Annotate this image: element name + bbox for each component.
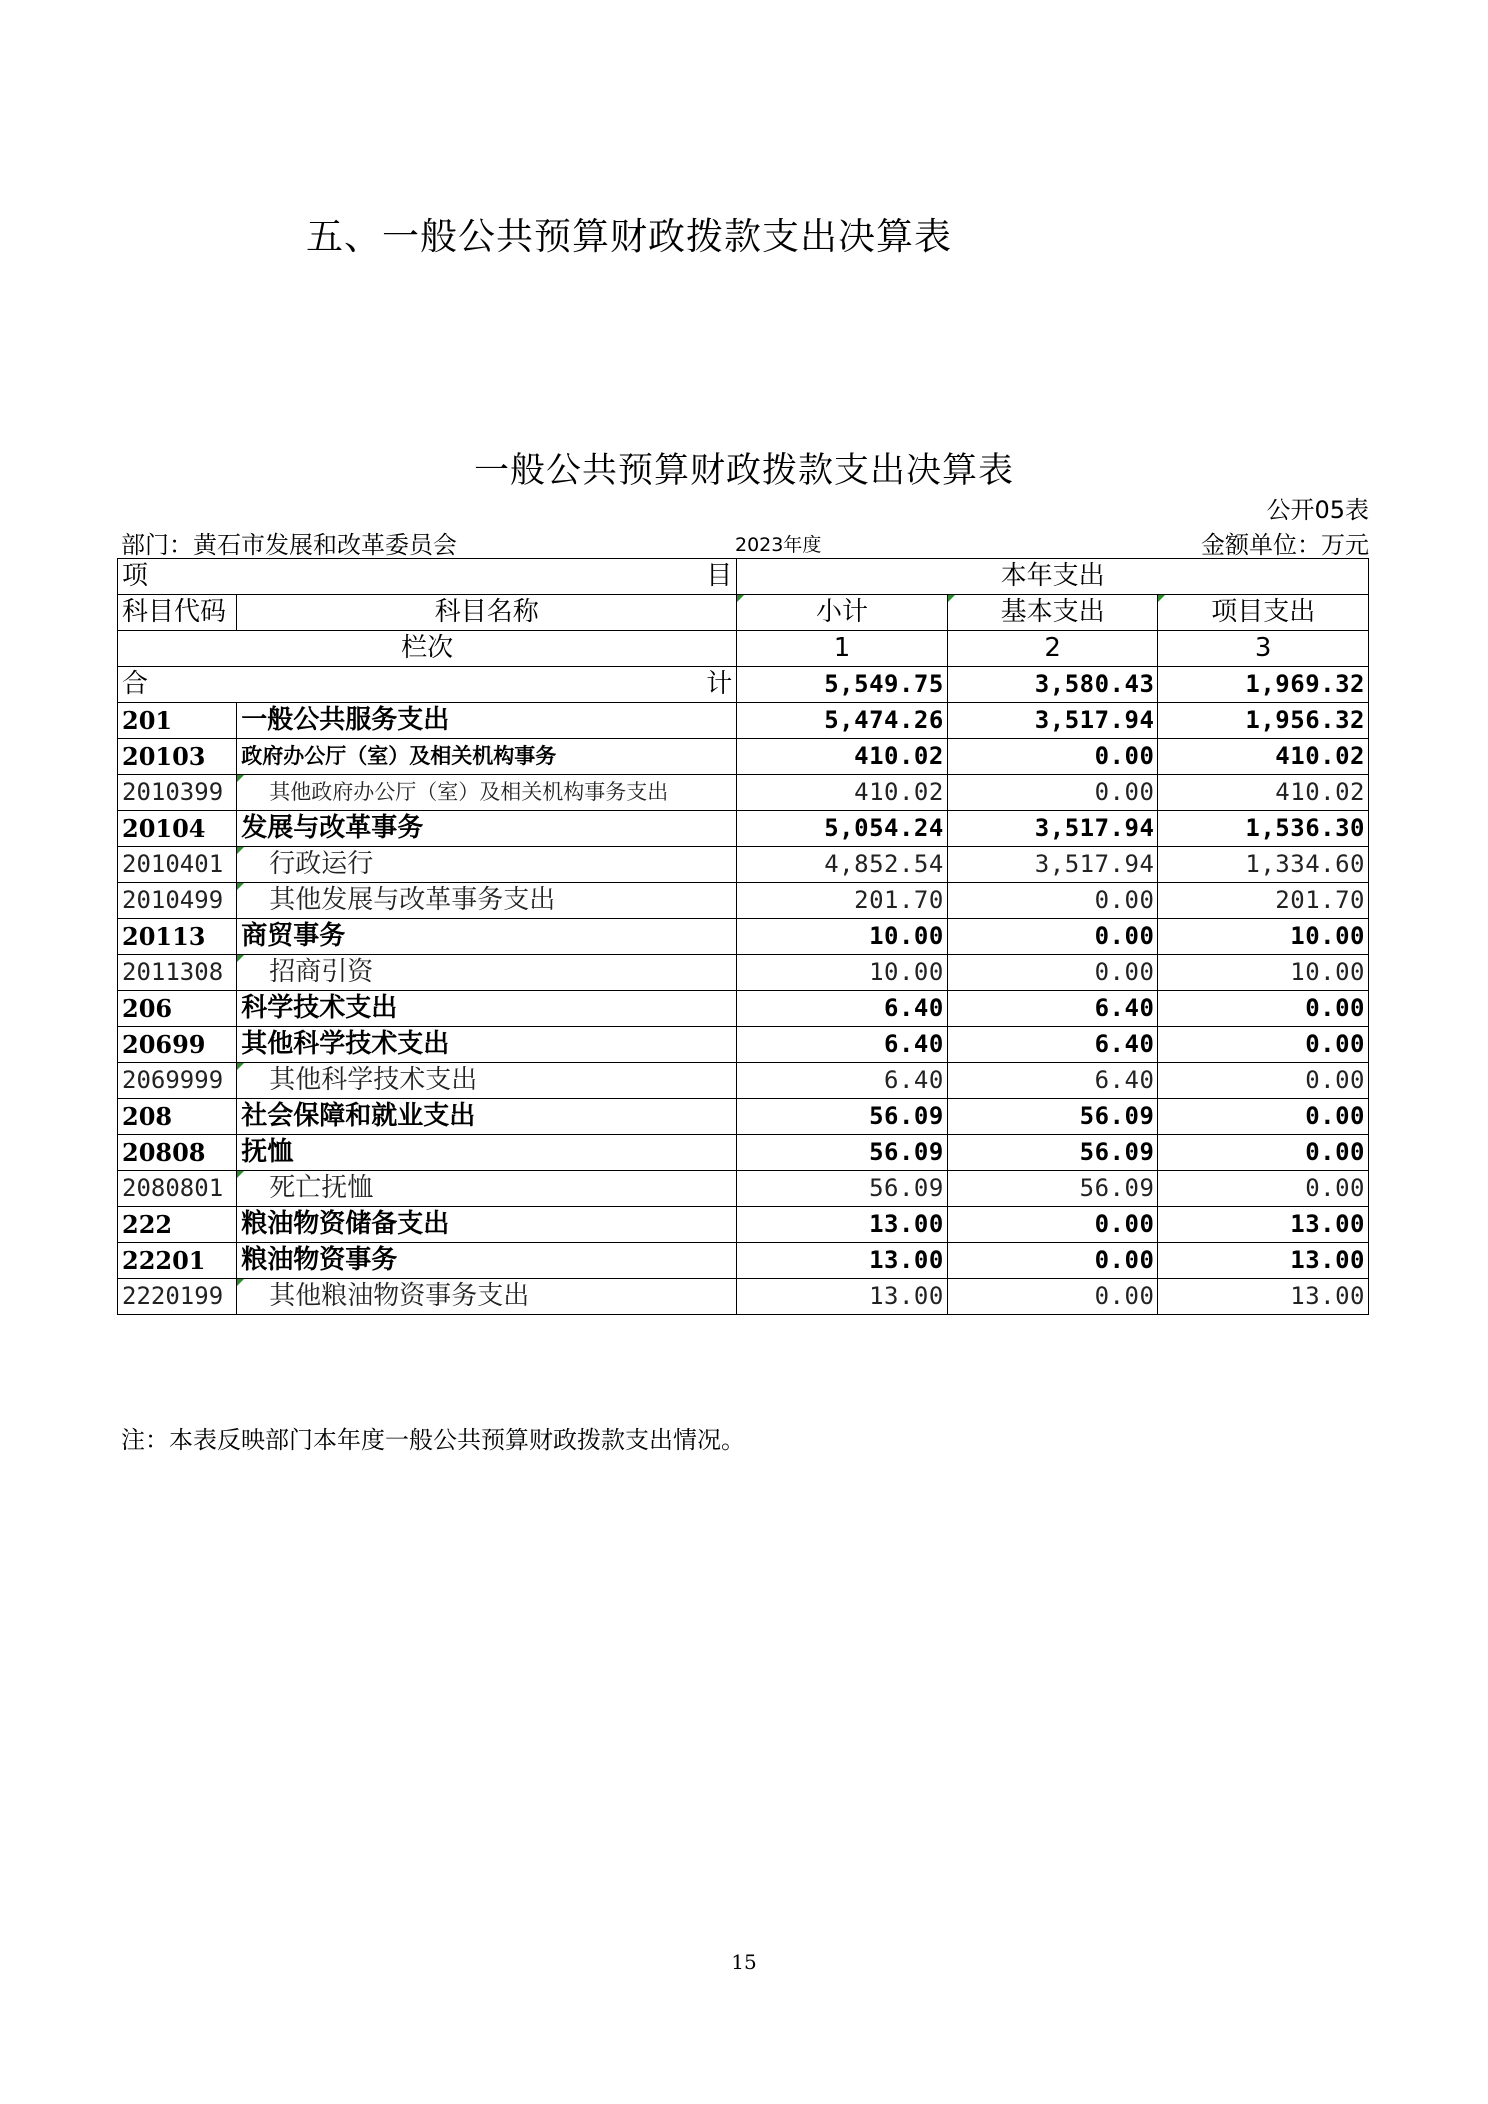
- row-code: 2010401: [118, 847, 237, 883]
- header-item-right: 目: [706, 561, 733, 591]
- row-basic: 56.09: [947, 1135, 1158, 1171]
- row-basic: 3,517.94: [947, 847, 1158, 883]
- row-subtotal: 410.02: [737, 775, 948, 811]
- row-code: 20103: [118, 739, 237, 775]
- row-name: 政府办公厅（室）及相关机构事务: [237, 739, 737, 775]
- row-subtotal: 56.09: [737, 1099, 948, 1135]
- row-code: 20113: [118, 919, 237, 955]
- header-code: 科目代码: [118, 595, 237, 631]
- row-basic: 0.00: [947, 883, 1158, 919]
- table-row: [118, 1027, 1369, 1063]
- col-number-2: 2: [947, 631, 1158, 667]
- row-name: 其他粮油物资事务支出: [237, 1279, 737, 1315]
- row-name: 商贸事务: [237, 919, 737, 955]
- table-title: 一般公共预算财政拨款支出决算表: [473, 451, 1014, 491]
- row-subtotal: 6.40: [737, 1063, 948, 1099]
- row-basic: 3,517.94: [947, 703, 1158, 739]
- header-annual: 本年支出: [737, 559, 1369, 595]
- row-project: 1,334.60: [1158, 847, 1369, 883]
- row-subtotal: 6.40: [737, 1027, 948, 1063]
- row-subtotal: 5,474.26: [737, 703, 948, 739]
- col-number-3: 3: [1158, 631, 1369, 667]
- row-code: 2080801: [118, 1171, 237, 1207]
- row-project: 410.02: [1158, 775, 1369, 811]
- table-row: [118, 1063, 1369, 1099]
- row-project: 13.00: [1158, 1243, 1369, 1279]
- row-code: 20104: [118, 811, 237, 847]
- row-basic: 0.00: [947, 1207, 1158, 1243]
- row-name: 科学技术支出: [237, 991, 737, 1027]
- row-project: 0.00: [1158, 1063, 1369, 1099]
- row-code: 2011308: [118, 955, 237, 991]
- table-row: [118, 703, 1369, 739]
- fiscal-year: 2023年度: [735, 534, 822, 556]
- row-name: 发展与改革事务: [237, 811, 737, 847]
- row-name: 其他政府办公厅（室）及相关机构事务支出: [237, 775, 737, 811]
- row-name: 其他科学技术支出: [237, 1063, 737, 1099]
- header-item-left: 项: [122, 561, 149, 591]
- row-project: 13.00: [1158, 1279, 1369, 1315]
- header-item: [118, 559, 737, 595]
- row-subtotal: 13.00: [737, 1243, 948, 1279]
- row-project: 410.02: [1158, 739, 1369, 775]
- page-number: 15: [731, 1950, 757, 1974]
- table-row: [118, 919, 1369, 955]
- table-row: [118, 811, 1369, 847]
- table-row: [118, 1135, 1369, 1171]
- row-subtotal: 5,054.24: [737, 811, 948, 847]
- header-row-1: [118, 559, 1369, 595]
- table-row: [118, 1099, 1369, 1135]
- column-number-row: [118, 631, 1369, 667]
- header-subtotal: 小计: [737, 595, 948, 631]
- row-project: 0.00: [1158, 1099, 1369, 1135]
- row-project: 0.00: [1158, 1171, 1369, 1207]
- table-row: [118, 883, 1369, 919]
- row-project: 1,536.30: [1158, 811, 1369, 847]
- row-subtotal: 56.09: [737, 1135, 948, 1171]
- table-row: [118, 1243, 1369, 1279]
- row-name: 粮油物资储备支出: [237, 1207, 737, 1243]
- row-subtotal: 6.40: [737, 991, 948, 1027]
- row-subtotal: 10.00: [737, 955, 948, 991]
- row-code: 2069999: [118, 1063, 237, 1099]
- row-basic: 0.00: [947, 739, 1158, 775]
- section-title: 五、一般公共预算财政拨款支出决算表: [306, 215, 952, 258]
- row-code: 20808: [118, 1135, 237, 1171]
- row-name: 其他科学技术支出: [237, 1027, 737, 1063]
- row-subtotal: 410.02: [737, 739, 948, 775]
- total-subtotal: 5,549.75: [737, 667, 948, 703]
- table-row: [118, 1171, 1369, 1207]
- row-subtotal: 201.70: [737, 883, 948, 919]
- row-basic: 0.00: [947, 1279, 1158, 1315]
- row-name: 招商引资: [237, 955, 737, 991]
- row-code: 206: [118, 991, 237, 1027]
- row-project: 10.00: [1158, 955, 1369, 991]
- total-row: [118, 667, 1369, 703]
- row-name: 死亡抚恤: [237, 1171, 737, 1207]
- row-basic: 6.40: [947, 991, 1158, 1027]
- form-number: 公开05表: [1266, 496, 1369, 524]
- row-basic: 3,517.94: [947, 811, 1158, 847]
- header-name: 科目名称: [237, 595, 737, 631]
- expenditure-table: [117, 558, 1369, 1315]
- total-project: 1,969.32: [1158, 667, 1369, 703]
- row-name: 其他发展与改革事务支出: [237, 883, 737, 919]
- row-project: 1,956.32: [1158, 703, 1369, 739]
- row-basic: 0.00: [947, 919, 1158, 955]
- row-label: 栏次: [118, 631, 737, 667]
- row-project: 10.00: [1158, 919, 1369, 955]
- total-basic: 3,580.43: [947, 667, 1158, 703]
- row-project: 13.00: [1158, 1207, 1369, 1243]
- row-code: 20699: [118, 1027, 237, 1063]
- row-basic: 0.00: [947, 955, 1158, 991]
- row-subtotal: 13.00: [737, 1207, 948, 1243]
- header-project: 项目支出: [1158, 595, 1369, 631]
- row-subtotal: 10.00: [737, 919, 948, 955]
- table-row: [118, 1279, 1369, 1315]
- total-left: 合: [122, 669, 149, 699]
- department-label: 部门：黄石市发展和改革委员会: [121, 531, 457, 559]
- table-row: [118, 955, 1369, 991]
- col-number-1: 1: [737, 631, 948, 667]
- row-subtotal: 56.09: [737, 1171, 948, 1207]
- row-code: 222: [118, 1207, 237, 1243]
- table-row: [118, 847, 1369, 883]
- table-row: [118, 739, 1369, 775]
- row-basic: 56.09: [947, 1099, 1158, 1135]
- amount-unit: 金额单位：万元: [1201, 531, 1369, 559]
- row-basic: 6.40: [947, 1027, 1158, 1063]
- row-name: 一般公共服务支出: [237, 703, 737, 739]
- header-basic: 基本支出: [947, 595, 1158, 631]
- row-project: 0.00: [1158, 1135, 1369, 1171]
- row-basic: 0.00: [947, 775, 1158, 811]
- row-name: 行政运行: [237, 847, 737, 883]
- row-basic: 56.09: [947, 1171, 1158, 1207]
- row-name: 粮油物资事务: [237, 1243, 737, 1279]
- row-name: 社会保障和就业支出: [237, 1099, 737, 1135]
- row-basic: 6.40: [947, 1063, 1158, 1099]
- total-label: [118, 667, 737, 703]
- row-code: 22201: [118, 1243, 237, 1279]
- row-project: 0.00: [1158, 1027, 1369, 1063]
- row-code: 2220199: [118, 1279, 237, 1315]
- row-basic: 0.00: [947, 1243, 1158, 1279]
- row-project: 0.00: [1158, 991, 1369, 1027]
- total-right: 计: [706, 669, 733, 699]
- row-code: 2010499: [118, 883, 237, 919]
- row-code: 208: [118, 1099, 237, 1135]
- table-row: [118, 1207, 1369, 1243]
- table-row: [118, 991, 1369, 1027]
- header-row-2: [118, 595, 1369, 631]
- row-code: 2010399: [118, 775, 237, 811]
- row-name: 抚恤: [237, 1135, 737, 1171]
- row-subtotal: 13.00: [737, 1279, 948, 1315]
- row-code: 201: [118, 703, 237, 739]
- row-project: 201.70: [1158, 883, 1369, 919]
- table-row: [118, 775, 1369, 811]
- row-subtotal: 4,852.54: [737, 847, 948, 883]
- table-note: 注：本表反映部门本年度一般公共预算财政拨款支出情况。: [121, 1426, 745, 1454]
